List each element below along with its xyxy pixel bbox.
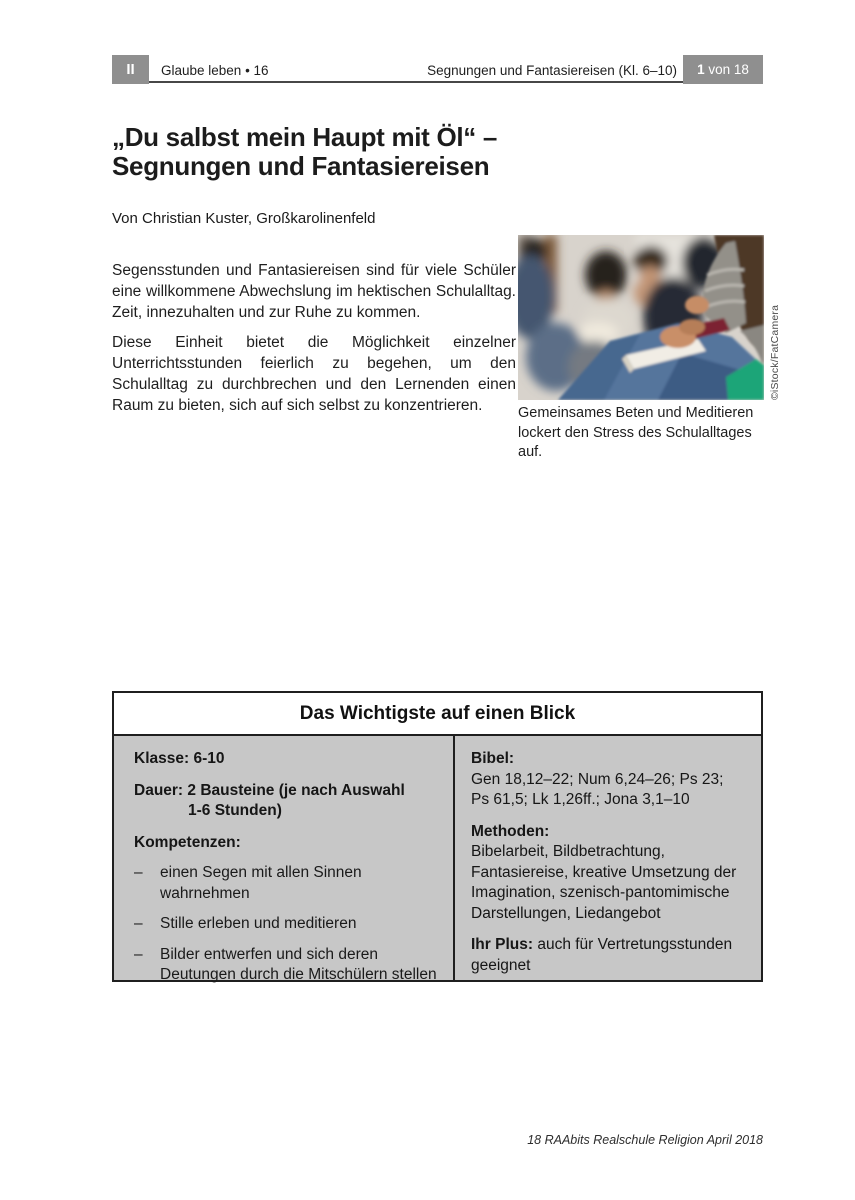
ihr-plus-label: Ihr Plus: (471, 936, 534, 953)
page-title (112, 123, 497, 181)
dauer-line2: 1-6 Stunden) (188, 802, 282, 819)
intro-paragraph: Segensstunden und Fantasiereisen sind für viele Schüler eine willkommene Abwechslung im hektischen Schulalltag. Zeit, innezuhalten und zur Ruhe zu kommen. (112, 262, 516, 321)
author-line: Von Christian Kuster, Großkarolinenfeld (112, 210, 376, 227)
ihr-plus-text: auch für Vertretungsstunden geeignet (471, 936, 733, 974)
dauer-line1: Dauer: 2 Bausteine (je nach Auswahl (134, 781, 405, 799)
overview-box-title: Das Wichtigste auf einen Blick (112, 691, 763, 736)
methoden-label: Methoden: (471, 822, 550, 840)
overview-box (112, 691, 763, 982)
ihr-plus-line (471, 935, 747, 976)
overview-right-column (455, 736, 761, 980)
kompetenz-text: Stille erleben und meditieren (160, 915, 357, 932)
photo-caption-line1: Gemeinsames Beten und Meditieren (518, 405, 754, 421)
kompetenz-item (134, 914, 439, 935)
bibel-label: Bibel: (471, 750, 515, 767)
overview-box-body (112, 736, 763, 982)
header-rule (112, 81, 763, 83)
kompetenzen-label: Kompetenzen: (134, 833, 241, 851)
kompetenz-text: einen Segen mit allen Sinnen wahrnehmen (160, 864, 362, 902)
kompetenz-text: Bilder entwerfen und sich deren Deutungen durch die Mitschülern stellen (160, 945, 437, 983)
bibel-refs-line1: Gen 18,12–22; Num 6,24–26; Ps 23; (471, 770, 724, 788)
page-title-line2: Segnungen und Fantasiereisen (112, 151, 490, 181)
intro-copy (112, 260, 516, 425)
klasse-line: Klasse: 6-10 (134, 750, 225, 767)
page-number: 1 (697, 62, 705, 77)
photo-illustration (518, 235, 764, 400)
series-label: Glaube leben • 16 (161, 63, 269, 78)
photo-credit: ©iStock/FatCamera (769, 304, 781, 400)
methoden-text: Bibelarbeit, Bildbetrachtung, Fantasiereise, kreative Umsetzung der Imagination, szenisch-pantomimische Darstellungen, Liedangebot (471, 843, 737, 922)
footer-imprint: 18 RAAbits Realschule Religion April 2018 (527, 1133, 763, 1147)
dash-bullet: – (134, 915, 143, 932)
kompetenz-item (134, 945, 439, 986)
intro-paragraph: Diese Einheit bietet die Möglichkeit einzelner Unterrichtsstunden feierlich zu begehen, um den Schulalltag zu durchbrechen und den Lernenden einen Raum zu bieten, sich auf sich selbst zu konzentrieren. (112, 334, 516, 414)
photo-caption-line2: lockert den Stress des Schulalltages auf. (518, 424, 752, 460)
dash-bullet: – (134, 864, 143, 881)
group-prayer-photo (518, 235, 764, 400)
dash-bullet: – (134, 945, 143, 963)
section-badge: II (112, 55, 149, 84)
photo-caption (518, 404, 778, 463)
overview-left-column (114, 736, 455, 983)
page-indicator (683, 55, 763, 84)
kompetenz-item (134, 863, 439, 904)
bibel-refs-line2: Ps 61,5; Lk 1,26ff.; Jona 3,1–10 (471, 791, 690, 808)
topic-label: Segnungen und Fantasiereisen (Kl. 6–10) (427, 63, 677, 78)
page-total: von 18 (708, 62, 749, 77)
page-title-line1: „Du salbst mein Haupt mit Öl“ – (112, 122, 498, 152)
